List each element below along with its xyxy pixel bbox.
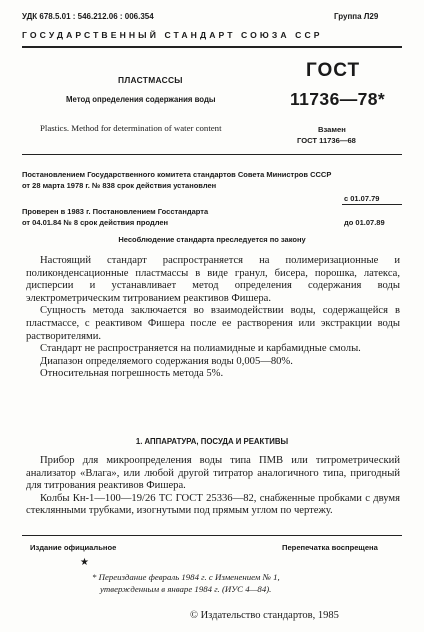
law-warning: Несоблюдение стандарта преследуется по закону [118, 235, 306, 244]
gost-label: ГОСТ [306, 60, 361, 81]
check-line-2: от 04.01.84 № 8 срок действия продлен [22, 218, 169, 227]
udk-code: УДК 678.5.01 : 546.212.06 : 006.354 [22, 12, 154, 21]
decree-line-2: от 28 марта 1978 г. № 838 срок действия установлен [22, 181, 217, 190]
banner-rule [22, 46, 402, 48]
title-ru-main: ПЛАСТМАССЫ [118, 75, 183, 85]
apparatus-paragraphs [26, 455, 400, 518]
reprint-prohibited: Перепечатка воспрещена [282, 543, 378, 552]
group-code: Группа Л29 [334, 12, 379, 21]
replaces-label: Взамен [318, 125, 346, 134]
check-line-1: Проверен в 1983 г. Постановлением Госстандарта [22, 207, 209, 216]
paragraph-flasks: Колбы Кн-1—100—19/26 ТС ГОСТ 25336—82, снабженные пробками с двумя стеклянными трубками, изогнутыми под прямым углом по чертежу. [26, 492, 400, 517]
copyright: © Издательство стандартов, 1985 [190, 610, 339, 621]
decree-date-to: до 01.07.89 [344, 218, 385, 227]
title-ru-sub: Метод определения содержания воды [66, 95, 216, 104]
footer-rule [22, 535, 402, 536]
paragraph-essence: Сущность метода заключается во взаимодействии воды, содержащейся в пластмассе, с реактивом Фишера после ее растворения или экстракции воды растворителями. [26, 305, 400, 342]
decree-rule-1 [342, 204, 402, 205]
star-icon: ★ [80, 557, 89, 568]
decree-line-1: Постановлением Государственного комитета стандартов Совета Министров СССР [22, 170, 332, 179]
replaces-value: ГОСТ 11736—68 [297, 136, 356, 145]
paragraph-scope: Настоящий стандарт распространяется на полимеризационные и поликонденсационные пластмассы в виде гранул, бисера, порошка, латекса, дисперсии и устанавливает метод определения содержания воды электрометрическим титрованием реактивов Фишера. [26, 255, 400, 304]
title-en: Plastics. Method for determination of water content [40, 123, 222, 133]
paragraph-error: Относительная погрешность метода 5%. [40, 368, 224, 380]
paragraph-range: Диапазон определяемого содержания воды 0,005—80%. [40, 355, 293, 367]
gost-number: 11736—78* [290, 89, 386, 109]
official-edition: Издание официальное [30, 543, 117, 552]
decree-date-from: с 01.07.79 [344, 194, 380, 203]
banner-title: ГОСУДАРСТВЕННЫЙ СТАНДАРТ СОЮЗА ССР [22, 30, 323, 40]
paragraph-exclusion: Стандарт не распространяется на полиамидные и карбамидные смолы. [40, 343, 361, 355]
intro-paragraphs [26, 255, 400, 381]
title-rule [22, 154, 402, 155]
paragraph-device: Прибор для микроопределения воды типа ПМВ или титрометрический анализатор «Влага», или любой другой титратор аналогичного типа, пригодный для титрования реактивов Фишера. [26, 455, 400, 492]
reissue-note-2: утвержденным в январе 1984 г. (ИУС 4—84). [100, 584, 272, 594]
reissue-note-1: * Переиздание февраль 1984 г. с Изменением № 1, [92, 572, 280, 582]
section-heading: 1. АППАРАТУРА, ПОСУДА И РЕАКТИВЫ [135, 437, 289, 446]
